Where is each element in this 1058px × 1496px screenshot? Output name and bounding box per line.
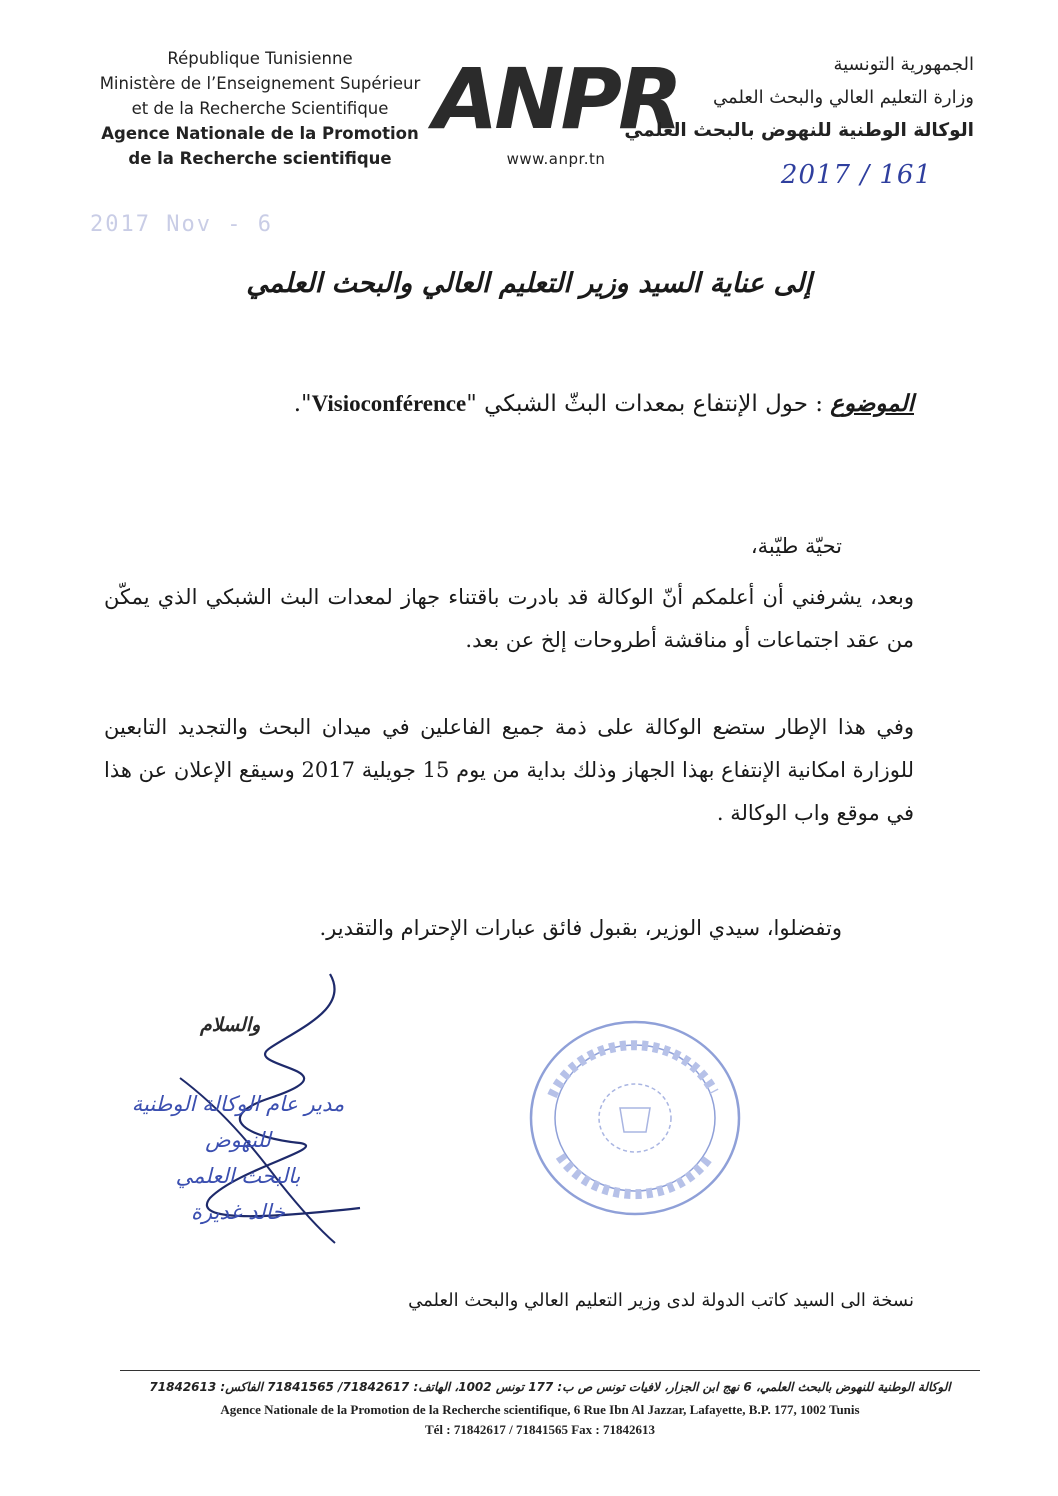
subject-label: الموضوع: [830, 390, 914, 417]
footer-divider: [120, 1370, 980, 1371]
director-stamp-line-1: مدير عام الوكالة الوطنية للنهوض: [131, 1092, 345, 1152]
logo-text: ANPR: [433, 50, 679, 148]
closing-formula: وتفضلوا، سيدي الوزير، بقبول فائق عبارات الإحترام والتقدير.: [319, 916, 842, 940]
subject-line: [114, 390, 914, 417]
header-ar-line-3: الوكالة الوطنية للنهوض بالبحث العلمي: [624, 120, 974, 141]
reference-number: 2017 / 161: [780, 160, 932, 190]
header-fr-line-1: République Tunisienne: [167, 49, 353, 68]
header-ar-line-2: وزارة التعليم العالي والبحث العلمي: [713, 87, 974, 108]
header-french-block: [60, 46, 460, 171]
addressee: إلى عناية السيد وزير التعليم العالي والبحث العلمي: [246, 268, 812, 299]
footer-french-address: Agence Nationale de la Promotion de la Recherche scientifique, 6 Rue Ibn Al Jazzar, Lafayette, B.P. 177, 1002 Tunis: [220, 1402, 860, 1417]
footer-phone-fax: Tél : 71842617 / 71841565 Fax : 71842613: [424, 1422, 655, 1437]
header-fr-line-5: de la Recherche scientifique: [128, 149, 392, 168]
logo-url: www.anpr.tn: [506, 150, 606, 168]
body-paragraph-2: وفي هذا الإطار ستضع الوكالة على ذمة جميع الفاعلين في ميدان البحث والتجديد التابعين للوزارة امكانية الإنتفاع بهذا الجهاز وذلك بداية من يوم 15 جويلية 2017 وسيقع الإعلان عن هذا في موقع واب الوكالة .: [104, 715, 914, 825]
subject-end: ".: [293, 391, 312, 417]
footer-arabic-address: الوكالة الوطنية للنهوض بالبحث العلمي، 6 نهج ابن الجزار، لافيات تونس ص ب: 177 تونس 1002، الهاتف: 71842617/ 71841565 الفاكس: 71842613: [149, 1380, 951, 1394]
seal-lettering-bottom: [560, 1156, 710, 1194]
seal-outer-ring: [531, 1022, 739, 1214]
signature-salutation: والسلام: [200, 1014, 261, 1036]
body-paragraph-1: وبعد، يشرفني أن أعلمكم أنّ الوكالة قد بادرت باقتناء جهاز لمعدات البث الشبكي الذي يمكّن من عقد اجتماعات أو مناقشة أطروحات إلخ عن بعد.: [104, 585, 914, 652]
header-ar-line-1: الجمهورية التونسية: [833, 54, 974, 75]
official-seal: [524, 1016, 746, 1220]
header-fr-line-4: Agence Nationale de la Promotion: [101, 124, 419, 143]
copy-recipient: نسخة الى السيد كاتب الدولة لدى وزير التعليم العالي والبحث العلمي: [408, 1290, 914, 1311]
seal-emblem-shield: [620, 1108, 650, 1132]
header-arabic-block: [614, 48, 974, 147]
seal-inner-ring: [555, 1045, 715, 1191]
director-stamp-line-2: بالبحث العلمي: [175, 1164, 301, 1188]
greeting: تحيّة طيّبة،: [750, 534, 842, 558]
seal-lettering: [552, 1045, 714, 1096]
subject-french-term: Visioconférence: [311, 391, 467, 416]
seal-emblem: [599, 1084, 671, 1152]
director-stamp-line-3: خالد غديرة: [191, 1200, 285, 1224]
received-date-stamp: 2017 Nov - 6: [90, 212, 273, 237]
header-fr-line-2: Ministère de l’Enseignement Supérieur: [99, 74, 421, 93]
header-fr-line-3: et de la Recherche Scientifique: [131, 99, 389, 118]
subject-text: : حول الإنتفاع بمعدات البثّ الشبكي ": [466, 391, 823, 417]
director-stamp: [118, 1086, 358, 1230]
